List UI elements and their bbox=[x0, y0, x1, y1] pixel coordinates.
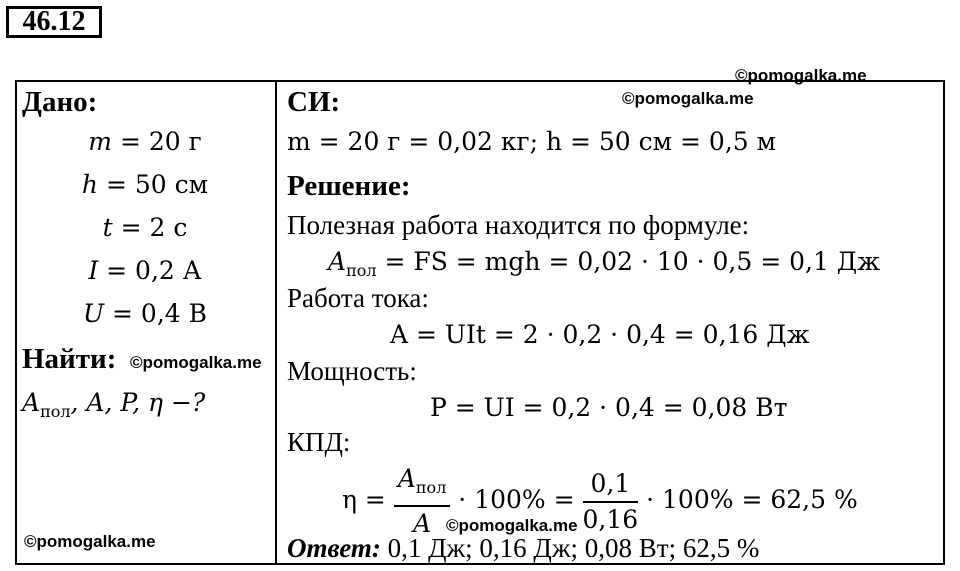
find-heading: Найти: bbox=[22, 343, 117, 375]
watermark: ©pomogalka.me bbox=[735, 66, 867, 85]
watermark: ©pomogalka.me bbox=[24, 532, 156, 551]
problem-number: 46.12 bbox=[6, 6, 102, 38]
useful-work-formula: $A_{пол}$ = FS = mgh = 0,02 · 10 · 0,5 = 0,1 Дж bbox=[328, 247, 881, 280]
power-text: Мощность: bbox=[287, 356, 417, 386]
answer-line: Ответ: 0,1 Дж; 0,16 Дж; 0,08 Вт; 62,5 % bbox=[287, 533, 760, 563]
fraction-useful-over-total: $\frac{A_{пол}}{A}$ bbox=[394, 462, 451, 541]
useful-work-text: Полезная работа находится по формуле: bbox=[287, 210, 750, 240]
given-item-current: I = 0,2 А bbox=[88, 256, 202, 285]
solution-heading: Решение: bbox=[287, 170, 411, 202]
given-item-height: h = 50 см bbox=[81, 170, 209, 199]
fraction-values: $\frac{0,1}{0,16}$ bbox=[582, 468, 639, 534]
given-item-voltage: U = 0,4 В bbox=[83, 299, 207, 328]
power-formula: P = UI = 0,2 · 0,4 = 0,08 Вт bbox=[430, 393, 788, 422]
efficiency-text: КПД: bbox=[287, 427, 351, 457]
table-divider bbox=[275, 80, 277, 565]
efficiency-formula: η = $\frac{A_{пол}}{A}$ · 100% = $\frac{0,1}{0,16}$ · 100% = 62,5 % bbox=[342, 462, 858, 541]
current-work-text: Работа тока: bbox=[287, 283, 429, 313]
watermark: ©pomogalka.me bbox=[446, 516, 578, 535]
si-heading: СИ: bbox=[287, 86, 341, 118]
find-items: $A_{пол}$, A, P, η −? bbox=[22, 388, 206, 421]
si-conversion: m = 20 г = 0,02 кг; h = 50 см = 0,5 м bbox=[287, 127, 777, 156]
watermark: ©pomogalka.me bbox=[130, 353, 262, 372]
watermark: ©pomogalka.me bbox=[622, 89, 754, 108]
given-item-mass: m = 20 г bbox=[88, 127, 202, 156]
given-item-time: t = 2 с bbox=[102, 213, 188, 242]
given-heading: Дано: bbox=[22, 86, 98, 118]
current-work-formula: A = UIt = 2 · 0,2 · 0,4 = 0,16 Дж bbox=[390, 320, 810, 349]
